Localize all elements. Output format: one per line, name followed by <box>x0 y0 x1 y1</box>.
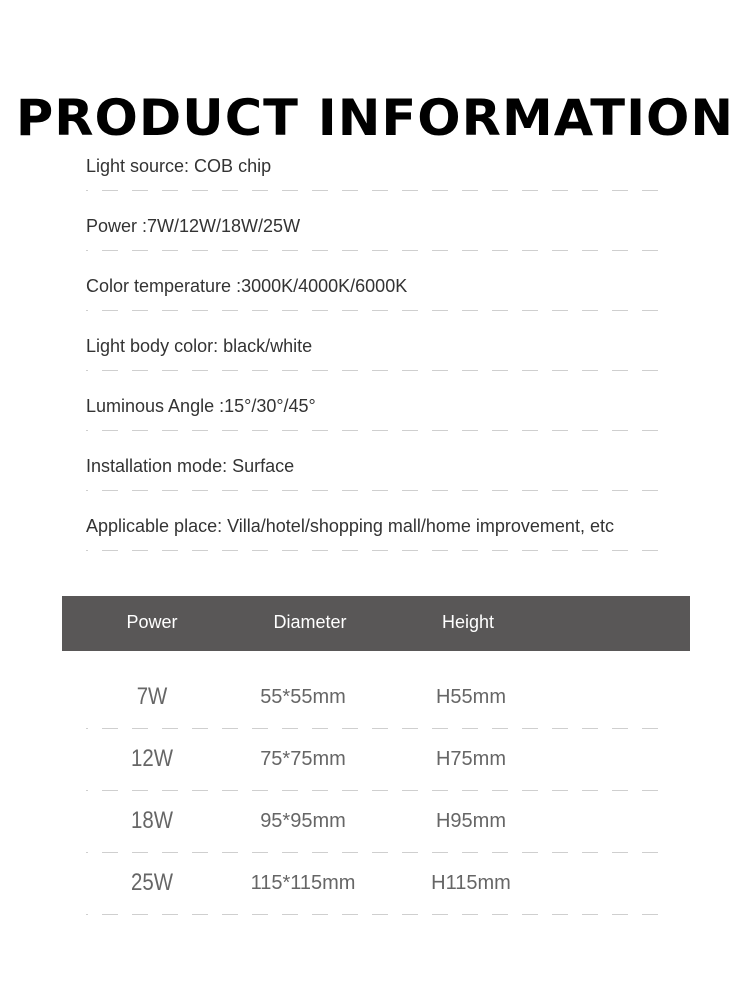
spec-item-power <box>86 210 671 270</box>
spec-text: Installation mode: Surface <box>86 456 295 476</box>
table-row <box>86 728 671 790</box>
dashed-divider <box>86 190 671 191</box>
dashed-divider <box>86 550 671 551</box>
page-title: PRODUCT INFORMATION <box>15 88 735 147</box>
spec-item-color-temperature <box>86 270 671 330</box>
dashed-divider <box>86 914 671 915</box>
dashed-divider <box>86 310 671 311</box>
cell-height: H75mm <box>435 748 506 770</box>
size-table-header <box>62 596 690 651</box>
table-row <box>86 666 671 728</box>
spec-text: Light source: COB chip <box>86 156 272 176</box>
cell-diameter: 75*75mm <box>260 748 346 770</box>
spec-list <box>86 150 671 570</box>
spec-item-light-source <box>86 150 671 210</box>
column-header-height: Height <box>441 612 495 632</box>
cell-diameter: 115*115mm <box>250 872 356 894</box>
column-header-power: Power <box>126 612 178 632</box>
cell-height: H115mm <box>431 872 511 894</box>
cell-diameter: 95*95mm <box>260 810 346 832</box>
dashed-divider <box>86 430 671 431</box>
spec-item-luminous-angle <box>86 390 671 450</box>
size-table-body <box>86 666 671 914</box>
cell-power: 7W <box>136 683 168 710</box>
spec-text: Color temperature :3000K/4000K/6000K <box>86 276 408 296</box>
spec-text: Luminous Angle :15°/30°/45° <box>86 396 316 416</box>
cell-height: H95mm <box>435 810 506 832</box>
column-header-diameter: Diameter <box>273 612 347 632</box>
cell-power: 12W <box>131 745 173 772</box>
table-row <box>86 790 671 852</box>
spec-item-applicable-place <box>86 510 671 570</box>
spec-text: Power :7W/12W/18W/25W <box>86 216 301 236</box>
table-row <box>86 852 671 914</box>
cell-height: H55mm <box>435 686 506 708</box>
spec-text: Applicable place: Villa/hotel/shopping mall/home improvement, etc <box>86 516 614 536</box>
spec-text: Light body color: black/white <box>86 336 313 356</box>
spec-item-body-color <box>86 330 671 390</box>
dashed-divider <box>86 490 671 491</box>
cell-diameter: 55*55mm <box>260 686 346 708</box>
cell-power: 18W <box>131 807 173 834</box>
spec-item-installation-mode <box>86 450 671 510</box>
cell-power: 25W <box>131 869 173 896</box>
dashed-divider <box>86 250 671 251</box>
dashed-divider <box>86 370 671 371</box>
